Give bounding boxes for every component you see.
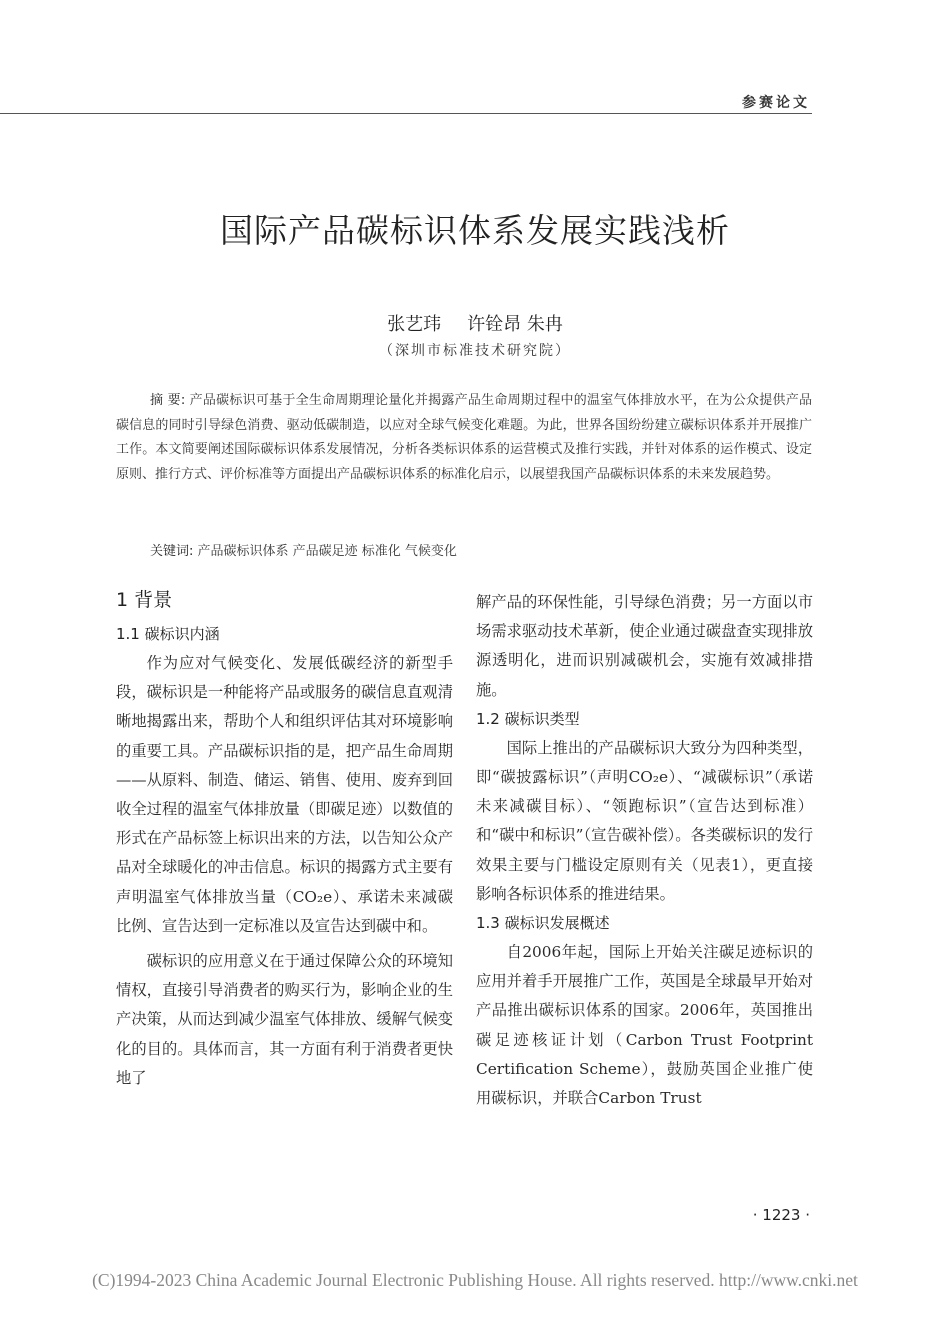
body-paragraph: 自2006年起，国际上开始关注碳足迹标识的应用并着手开展推广工作，英国是全球最早开始对产品推出碳标识体系的国家。2006年，英国推出碳足迹核证计划（Carbon Trust Footprint Certification Scheme），鼓励英国企业推广使用碳标识，并联合Carbon Trust (476, 943, 813, 1108)
paper-title: 国际产品碳标识体系发展实践浅析 (220, 211, 730, 250)
subsection-heading: 1.1 碳标识内涵 (116, 625, 220, 643)
copyright-notice: (C)1994-2023 China Academic Journal Electronic Publishing House. All rights reserved. http://www.cnki.net (92, 1270, 858, 1290)
section-label: 参赛论文 (742, 95, 810, 111)
header-rule (0, 113, 812, 114)
keywords-text: 产品碳标识体系 产品碳足迹 标准化 气候变化 (197, 544, 457, 559)
page-number: · 1223 · (752, 1206, 810, 1224)
subsection-heading: 1.2 碳标识类型 (476, 709, 580, 728)
right-column (476, 588, 813, 1113)
abstract-label: 摘 要: (150, 393, 186, 408)
section-heading: 1 背景 (116, 589, 173, 611)
keywords-label: 关键词: (150, 544, 194, 559)
body-paragraph: 国际上推出的产品碳标识大致分为四种类型，即“碳披露标识”（声明CO₂e）、“减碳标识”（承诺未来减碳目标）、“领跑标识”（宣告达到标准）和“碳中和标识”（宣告碳补偿）。各类碳标识的发行效果主要与门槛设定原则有关（见表1），更直接影响各标识体系的推进结果。 (476, 738, 813, 903)
authors (0, 310, 950, 336)
author-1: 张艺玮 (387, 314, 442, 335)
body-paragraph: 解产品的环保性能，引导绿色消费；另一方面以市场需求驱动技术革新，使企业通过碳盘查实现排放源透明化，进而识别减碳机会，实施有效减排措施。 (476, 593, 813, 699)
subsection-heading: 1.3 碳标识发展概述 (476, 914, 610, 933)
keywords (150, 540, 457, 559)
abstract (116, 389, 812, 487)
affiliation: （深圳市标准技术研究院） (379, 343, 571, 359)
body-paragraph: 作为应对气候变化、发展低碳经济的新型手段，碳标识是一种能将产品或服务的碳信息直观清晰地揭露出来，帮助个人和组织评估其对环境影响的重要工具。产品碳标识指的是，把产品生命周期——从原料、制造、储运、销售、使用、废弃到回收全过程的温室气体排放量（即碳足迹）以数值的形式在产品标签上标识出来的方法，以告知公众产品对全球暖化的冲击信息。标识的揭露方式主要有声明温室气体排放当量（CO₂e）、承诺未来减碳比例、宣告达到一定标准以及宣告达到碳中和。 (116, 654, 453, 935)
body-paragraph: 碳标识的应用意义在于通过保障公众的环境知情权，直接引导消费者的购买行为，影响企业的生产决策，从而达到减少温室气体排放、缓解气候变化的目的。具体而言，其一方面有利于消费者更快地了 (116, 952, 453, 1087)
abstract-text: 产品碳标识可基于全生命周期理论量化并揭露产品生命周期过程中的温室气体排放水平，在为公众提供产品碳信息的同时引导绿色消费、驱动低碳制造，以应对全球气候变化难题。为此，世界各国纷纷建立碳标识体系并开展推广工作。本文简要阐述国际碳标识体系发展情况，分析各类标识体系的运营模式及推行实践，并针对体系的运作模式、设定原则、推行方式、评价标准等方面提出产品碳标识体系的标准化启示，以展望我国产品碳标识体系的未来发展趋势。 (116, 393, 812, 482)
author-2: 许铨昂 朱冉 (467, 314, 563, 335)
left-column (116, 588, 453, 1093)
